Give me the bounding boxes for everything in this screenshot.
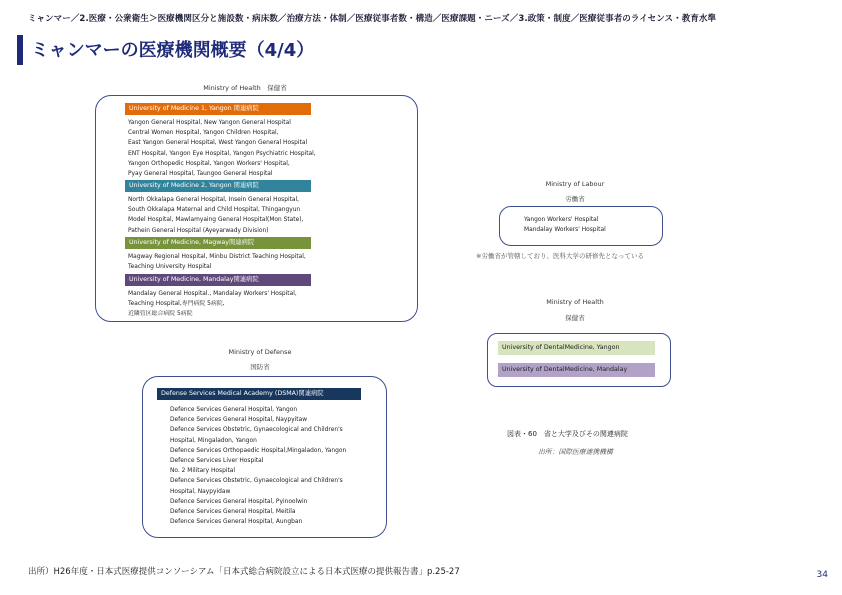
figure-source: 出所：国際医療連携機構 bbox=[538, 448, 613, 456]
hospital-line: ENT Hospital, Yangon Eye Hospital, Yangon Psychiatric Hospital, bbox=[128, 150, 316, 157]
dental-yangon-label: University of DentalMedicine, Yangon bbox=[498, 341, 655, 355]
hospital-line: Defence Services Obstetric, Gynaecological and Children's bbox=[170, 427, 343, 434]
hospital-line: Yangon Workers' Hospital bbox=[524, 217, 599, 223]
figure-caption: 図表・60 省と大学及びその関連病院 bbox=[507, 430, 628, 438]
univ-medicine-mandalay-label: University of Medicine, Mandalay関連病院 bbox=[125, 274, 311, 286]
footer-source: 出所）H26年度・日本式医療提供コンソーシアム「日本式総合病院設立による日本式医療の提供報告書」p.25-27 bbox=[28, 567, 460, 577]
hospital-line: North Okkalapa General Hospital, Insein General Hospital, bbox=[128, 197, 300, 203]
page-number: 34 bbox=[816, 570, 828, 580]
defense-box bbox=[142, 376, 387, 538]
labour-box bbox=[499, 206, 663, 246]
defense-heading-en: Ministry of Defense bbox=[228, 348, 292, 356]
labour-hospitals bbox=[524, 215, 606, 235]
page-title: ミャンマーの医療機関概要（4/4） bbox=[31, 40, 315, 61]
hospital-line: No. 2 Military Hospital bbox=[170, 468, 235, 475]
hospital-line: Pyay General Hospital, Taungoo General Hospital bbox=[128, 170, 273, 177]
hospital-line: Hospital, Mingaladon, Yangon bbox=[170, 437, 257, 444]
hospital-line: 近隣管区総合病院 5病院 bbox=[128, 311, 193, 318]
hospital-line: Central Women Hospital, Yangon Children Hospital, bbox=[128, 130, 279, 137]
hospital-line: Model Hospital, Mawlamyaing General Hospital(Mon State), bbox=[128, 217, 304, 224]
hospital-line: Mandalay General Hospital., Mandalay Workers' Hospital, bbox=[128, 291, 297, 297]
defense-heading-jp: 国防省 bbox=[250, 363, 270, 371]
hospital-line: East Yangon General Hospital, West Yangon General Hospital bbox=[128, 140, 308, 147]
hospital-line: South Okkalapa Maternal and Child Hospital, Thingangyun bbox=[128, 207, 301, 214]
dental-heading-en: Ministry of Health bbox=[546, 298, 604, 306]
hospital-line: Magway Regional Hospital, Minbu District Teaching Hospital, bbox=[128, 254, 306, 260]
breadcrumb: ミャンマー／2.医療・公衆衛生＞医療機関区分と施設数・病床数／治療方法・体制／医療従事者数・構造／医療課題・ニーズ／3.政策・制度／医療従事者のライセンス・教育水準 bbox=[28, 14, 717, 24]
univ-medicine-2-label: University of Medicine 2, Yangon 関連病院 bbox=[125, 180, 311, 192]
hospital-line: Defence Services General Hospital, Yangon bbox=[170, 407, 298, 413]
dental-mandalay-label: University of DentalMedicine, Mandalay bbox=[498, 363, 655, 377]
hospital-line: Teaching Hospital,専門病院 5病院, bbox=[128, 301, 225, 308]
hospital-line: Yangon Orthopedic Hospital, Yangon Workers' Hospital, bbox=[128, 160, 290, 167]
dental-box bbox=[487, 333, 671, 387]
dsma-label: Defense Services Medical Academy (DSMA)関連病院 bbox=[157, 388, 361, 400]
labour-heading-jp: 労働省 bbox=[565, 195, 585, 203]
title-accent-bar bbox=[17, 35, 23, 65]
hospital-line: Teaching University Hospital bbox=[128, 264, 212, 271]
hospital-line: Defence Services General Hospital, Meitila bbox=[170, 508, 296, 515]
hospital-line: Defence Services Obstetric, Gynaecological and Children's bbox=[170, 478, 343, 485]
univ-medicine-1-label: University of Medicine 1, Yangon 関連病院 bbox=[125, 103, 311, 115]
health-heading: Ministry of Health 保健省 bbox=[203, 84, 287, 92]
dsma-hospitals bbox=[170, 405, 346, 527]
univ-medicine-magway-label: University of Medicine, Magway関連病院 bbox=[125, 237, 311, 249]
hospital-line: Yangon General Hospital, New Yangon General Hospital bbox=[128, 120, 291, 126]
hospital-line: Hospital, Naypyidaw bbox=[170, 488, 231, 495]
univ-medicine-magway-hospitals bbox=[128, 252, 306, 272]
hospital-line: Defence Services General Hospital, Naypyitaw bbox=[170, 417, 308, 424]
labour-note: ※労働省が管轄しており、医科大学の研修先となっている bbox=[476, 252, 644, 260]
health-group-box bbox=[95, 95, 418, 322]
hospital-line: Defence Services General Hospital, Pyinoolwin bbox=[170, 498, 308, 505]
labour-heading-en: Ministry of Labour bbox=[545, 180, 605, 188]
hospital-line: Defence Services General Hospital, Aungban bbox=[170, 519, 303, 526]
univ-medicine-2-hospitals bbox=[128, 195, 303, 236]
hospital-line: Mandalay Workers' Hospital bbox=[524, 227, 606, 234]
hospital-line: Pathein General Hospital (Ayeyarwady Division) bbox=[128, 227, 269, 234]
dental-heading-jp: 保健省 bbox=[565, 314, 585, 322]
hospital-line: Defence Services Orthopaedic Hospital,Mingaladon, Yangon bbox=[170, 447, 347, 454]
hospital-line: Defence Services Liver Hospital bbox=[170, 457, 264, 464]
univ-medicine-mandalay-hospitals bbox=[128, 289, 297, 320]
univ-medicine-1-hospitals bbox=[128, 118, 316, 179]
